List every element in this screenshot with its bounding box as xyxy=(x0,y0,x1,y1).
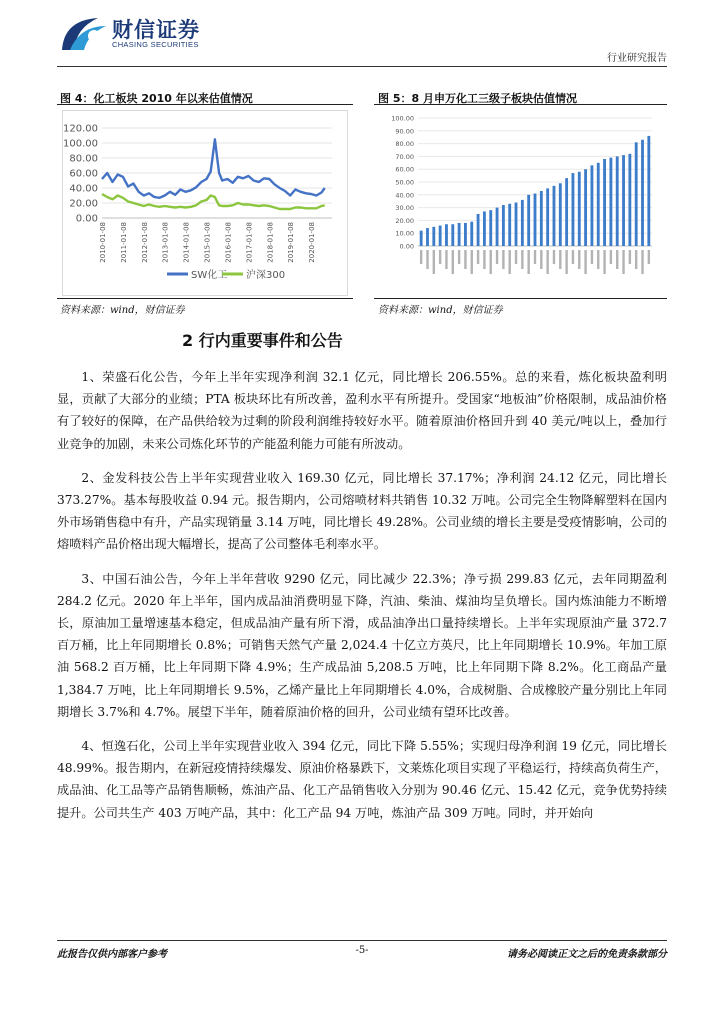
chart4-ytick-label: 40.00 xyxy=(69,183,98,195)
chart5-xtick-label xyxy=(635,250,637,269)
figure5-top-rule xyxy=(374,104,667,105)
chart5-bar xyxy=(527,195,530,246)
chart5-ytick-label: 10.00 xyxy=(395,229,414,238)
chart5-xtick-label xyxy=(629,250,631,264)
chart4-xtick-label: 2011-01-08 xyxy=(119,222,128,263)
chart5-xtick-label xyxy=(509,250,511,274)
figure4-title: 图 4：化工板块 2010 年以来估值情况 xyxy=(60,92,253,105)
chart5-ytick-label: 80.00 xyxy=(395,140,414,149)
chart5-bar xyxy=(464,223,467,246)
chart4-ytick-label: 20.00 xyxy=(69,198,98,210)
figure4-bottom-rule xyxy=(57,298,353,299)
brand-name-en: CHASING SECURITIES xyxy=(112,40,199,49)
chart5-bar xyxy=(445,224,448,246)
chart4-ytick-label: 100.00 xyxy=(63,138,98,150)
chart5-xtick-label xyxy=(610,250,612,264)
paragraph-3: 3、中国石油公告，今年上半年营收 9290 亿元，同比减少 22.3%；净亏损 299.83 亿元，去年同期盈利 284.2 亿元。2020 年上半年，国内成品油消费明显下降，汽油、柴油、煤油均呈负增长。国内炼油能力不断增长，原油加工量增速基本稳定，但成品油产量有所下滑，成品油净出口量持续增长。上半年实现原油产量 372.7 百万桶，比上年同期增长 0.8%；可销售天然气产量 2,024.4 十亿立方英尺，比上年同期增长 10.9%。年加工原油 568.2 百万桶，比上年同期下降 4.9%；生产成品油 5,208.5 万吨，比上年同期下降 8.2%。化工商品产量 1,384.7 万吨，比上年同期增长 9.5%，乙烯产量比上年同期增长 4.0%，合成树脂、合成橡胶产量分别比上年同期增长 3.7%和 4.7%。展望下半年，随着原油价格的回升，公司业绩有望环比改善。 xyxy=(57,571,667,719)
legend-label-hs300: 沪深300 xyxy=(246,270,286,281)
chart5-bar xyxy=(572,173,575,246)
chart5-bar xyxy=(578,172,581,246)
chart5-xtick-label xyxy=(584,250,586,274)
chart5-bar xyxy=(603,159,606,246)
chart5-xtick-label xyxy=(578,250,580,269)
chart4-xtick-label: 2012-01-08 xyxy=(140,222,149,263)
report-type: 行业研究报告 xyxy=(607,53,667,64)
chart5-xtick-label xyxy=(648,250,650,264)
chart5-xtick-label xyxy=(565,250,567,274)
paragraph-2: 2、金发科技公告上半年实现营业收入 169.30 亿元，同比增长 37.17%；净利润 24.12 亿元，同比增长 373.27%。基本每股收益 0.94 元。报告期内，公司熔喷材料共销售 10.32 万吨。公司完全生物降解塑料在国内外市场销售稳中有升，产品实现销量 3.14 万吨，同比增长 49.28%。公司业绩的增长主要是受疫情影响，公司的熔喷料产品价格出现大幅增长，提高了公司整体毛利率水平。 xyxy=(57,470,667,552)
figure4-source: 资料来源：wind，财信证券 xyxy=(60,305,185,316)
chart5-ytick-label: 30.00 xyxy=(395,204,414,213)
chart5-bar xyxy=(432,227,435,246)
paragraph-1: 1、荣盛石化公告，今年上半年实现净利润 32.1 亿元，同比增长 206.55%。总的来看，炼化板块盈利明显，贡献了大部分的业绩；PTA 板块环比有所改善，盈利水平有所提升。受国家“地板油”价格限制，成品油价格有了较好的保障，在产品供给较为过剩的阶段利润维持较好水平。随着原油价格回升到 40 美元/吨以上，叠加行业竞争的加剧，未来公司炼化环节的产能盈利能力可能有所波动。 xyxy=(57,370,667,451)
chart5-ytick-label: 70.00 xyxy=(395,152,414,161)
chart5-bar xyxy=(534,194,537,246)
chart4-xtick-label: 2010-01-08 xyxy=(99,222,107,263)
chart5-xtick-label xyxy=(502,250,504,269)
chart4-xtick-label: 2015-01-08 xyxy=(203,222,212,263)
brand-name-cn: 财信证券 xyxy=(112,18,200,42)
chart5-xtick-label xyxy=(452,250,454,274)
chart4-xtick-label: 2018-01-08 xyxy=(266,222,275,263)
chart4-xtick-label: 2013-01-08 xyxy=(161,222,170,263)
chart5-ytick-label: 50.00 xyxy=(395,178,414,187)
chart5-xtick-label xyxy=(540,250,542,269)
chart5-xtick-label xyxy=(622,250,624,274)
chart5-bar xyxy=(597,163,600,246)
chart4-xtick-label: 2019-01-08 xyxy=(287,222,296,263)
chart5-xtick-label xyxy=(496,250,498,264)
chart5-bar xyxy=(641,140,644,246)
chart5-xtick-label xyxy=(591,250,593,264)
chart5-bar xyxy=(546,188,549,246)
chart5-ytick-label: 60.00 xyxy=(395,165,414,174)
footer-rule xyxy=(57,940,667,941)
chart4-xtick-label: 2017-01-08 xyxy=(245,222,254,263)
page-number: -5- xyxy=(355,945,369,956)
chart5-xtick-label xyxy=(420,250,422,264)
chart5-ytick-label: 40.00 xyxy=(395,191,414,200)
chart5-bar xyxy=(628,154,631,246)
chart5-bar xyxy=(496,208,499,246)
chart5-xtick-label xyxy=(616,250,618,269)
chart4-xtick-label: 2014-01-08 xyxy=(182,222,191,263)
paragraph-4: 4、恒逸石化，公司上半年实现营业收入 394 亿元，同比下降 5.55%；实现归母净利润 19 亿元，同比增长 48.99%。报告期内，在新冠疫情持续爆发、原油价格暴跌下，文莱炼化项目实现了平稳运行，持续高负荷生产，成品油、化工品等产品销售顺畅，炼油产品、化工产品销售收入分别为 90.46 亿元、15.42 亿元，竞争优势持续提升。公司共生产 403 万吨产品，其中：化工产品 94 万吨，炼油产品 309 万吨。同时，并开始向 xyxy=(57,739,667,820)
chart5-bar xyxy=(540,191,543,246)
chart5-xtick-label xyxy=(559,250,561,269)
chart5-bar xyxy=(451,224,454,246)
chart5-xtick-label xyxy=(426,250,428,269)
chart5-xtick-label xyxy=(534,250,536,264)
chart5-xtick-label xyxy=(471,250,473,274)
chart5-xtick-label xyxy=(603,250,605,274)
section-title: 2 行内重要事件和公告 xyxy=(182,331,343,350)
chart5-bar xyxy=(616,156,619,246)
header-rule xyxy=(57,66,667,67)
chart4-xtick-label: 2020-01-08 xyxy=(308,222,317,263)
chart5-ytick-label: 100.00 xyxy=(391,114,414,123)
chart5-bar xyxy=(426,228,429,246)
chart5-xtick-label xyxy=(515,250,517,264)
body-text xyxy=(57,366,667,836)
chart5-bar xyxy=(420,231,423,246)
chart5-ytick-label: 90.00 xyxy=(395,127,414,136)
chart5-xtick-label xyxy=(433,250,435,274)
figure5-bottom-rule xyxy=(374,298,667,299)
chart4-ytick-label: 120.00 xyxy=(63,123,98,135)
chart5-xtick-label xyxy=(477,250,479,264)
chart5-bar xyxy=(470,222,473,246)
chart4-ytick-label: 0.00 xyxy=(75,213,98,225)
chart4-ytick-label: 60.00 xyxy=(69,168,98,180)
chart5-bar xyxy=(584,169,587,246)
chart5-bar xyxy=(565,178,568,246)
chart5-ytick-label: 20.00 xyxy=(395,216,414,225)
chart5-xtick-label xyxy=(490,250,492,274)
chart5-xtick-label xyxy=(521,250,523,269)
chart5-xtick-label xyxy=(464,250,466,269)
chart5-xtick-label xyxy=(572,250,574,264)
chart5-bar xyxy=(622,155,625,246)
chart5-bar xyxy=(559,183,562,246)
chart5-bar xyxy=(647,136,650,246)
chart5-xtick-label xyxy=(527,250,529,274)
chart5-xtick-label xyxy=(597,250,599,269)
chart5-xtick-label xyxy=(641,250,643,274)
chart4-xtick-label: 2016-01-08 xyxy=(224,222,233,263)
chart5-bar xyxy=(521,200,524,246)
chart5-xtick-label xyxy=(553,250,555,264)
chart5-bar xyxy=(477,214,480,246)
logo-dot xyxy=(88,30,100,42)
figure5-source: 资料来源：wind，财信证券 xyxy=(378,305,503,316)
chart5-bar xyxy=(553,186,556,246)
chart5-bar xyxy=(502,205,505,246)
figure4-line-chart xyxy=(62,110,348,296)
chart5-xtick-label xyxy=(458,250,460,264)
chart5-bar xyxy=(489,210,492,246)
chart5-bar xyxy=(591,165,594,246)
chart5-bar xyxy=(635,142,638,246)
chart5-bar xyxy=(483,211,486,246)
legend-label-sw-chem: SW化工 xyxy=(191,270,228,281)
chart5-bar xyxy=(508,204,511,246)
chart4-ytick-label: 80.00 xyxy=(69,153,98,165)
chart5-bar xyxy=(515,202,518,246)
chart5-bar xyxy=(458,223,461,246)
figure5-title: 图 5：8 月申万化工三级子板块估值情况 xyxy=(378,92,577,105)
chart5-bar xyxy=(609,158,612,246)
chart5-xtick-label xyxy=(546,250,548,274)
footer-disclaimer-right: 请务必阅读正文之后的免责条款部分 xyxy=(507,949,667,960)
figure5-bar-chart xyxy=(382,110,662,296)
chart5-xtick-label xyxy=(439,250,441,264)
chart5-xtick-label xyxy=(445,250,447,269)
footer-disclaimer-left: 此报告仅供内部客户参考 xyxy=(57,949,167,960)
chart5-xtick-label xyxy=(483,250,485,269)
chart5-ytick-label: 0.00 xyxy=(399,242,414,251)
figure4-top-rule xyxy=(57,104,353,105)
chart5-bar xyxy=(439,226,442,246)
